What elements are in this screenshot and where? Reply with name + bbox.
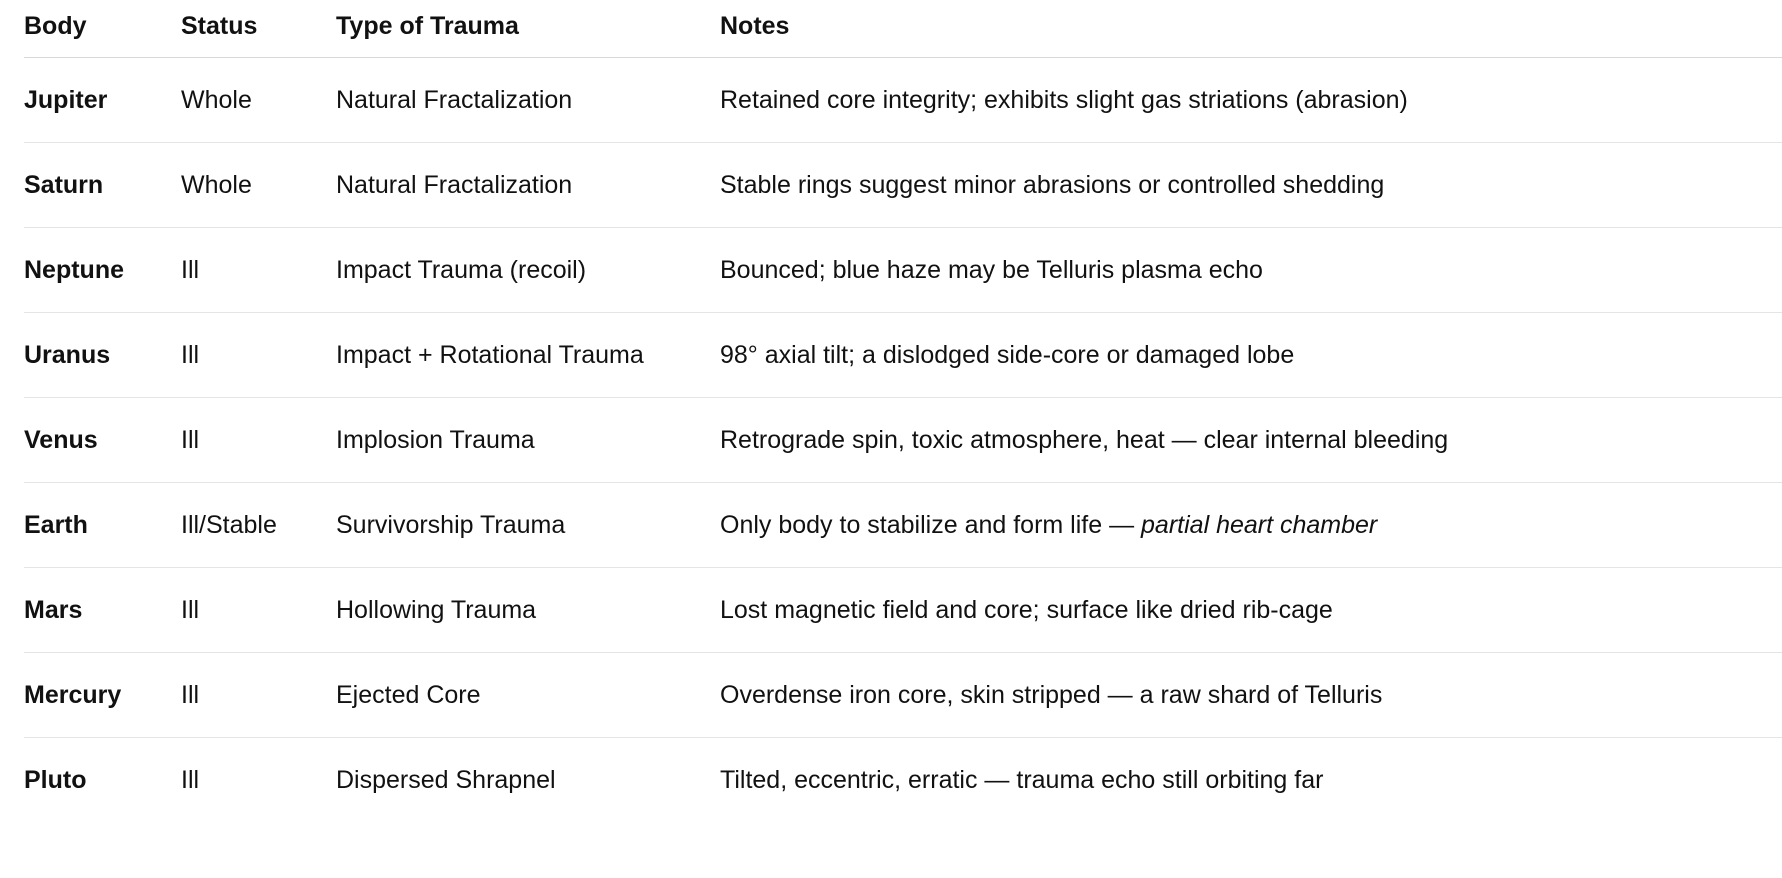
table-row (24, 737, 1782, 822)
body-cell: Pluto (24, 765, 87, 794)
body-cell: Jupiter (24, 57, 181, 142)
notes-text: Tilted, eccentric, erratic — trauma echo still orbiting far (720, 765, 1324, 794)
table-row (24, 142, 1782, 227)
body-cell: Neptune (24, 227, 181, 312)
body-cell: Mercury (24, 652, 181, 737)
body-cell: Saturn (24, 142, 181, 227)
notes-cell (720, 227, 1782, 312)
type-cell: Survivorship Trauma (336, 482, 720, 567)
notes-text: Lost magnetic field and core; surface like dried rib-cage (720, 595, 1333, 624)
type-cell: Impact + Rotational Trauma (336, 312, 720, 397)
notes-text: Retrograde spin, toxic atmosphere, heat — clear internal bleeding (720, 425, 1449, 454)
table-row (24, 652, 1782, 737)
table-body (24, 57, 1782, 822)
type-cell: Implosion Trauma (336, 397, 720, 482)
header-row (24, 0, 1782, 57)
status-cell: Ill (181, 765, 200, 794)
type-cell: Dispersed Shrapnel (336, 765, 556, 794)
header-type: Type of Trauma (336, 0, 720, 57)
notes-cell (720, 652, 1782, 737)
table-row (24, 567, 1782, 652)
status-cell: Whole (181, 142, 336, 227)
notes-text: Overdense iron core, skin stripped — a raw shard of Telluris (720, 680, 1383, 709)
notes-cell (720, 482, 1782, 567)
table-row (24, 57, 1782, 142)
notes-text: 98° axial tilt; a dislodged side-core or damaged lobe (720, 340, 1295, 369)
status-cell: Ill (181, 397, 336, 482)
header-body: Body (24, 0, 181, 57)
status-cell: Ill (181, 312, 336, 397)
table-row (24, 482, 1782, 567)
table-header (24, 0, 1782, 57)
body-cell: Earth (24, 482, 181, 567)
table-row (24, 227, 1782, 312)
status-cell: Ill (181, 227, 336, 312)
status-cell: Ill (181, 652, 336, 737)
notes-cell (720, 397, 1782, 482)
type-cell: Impact Trauma (recoil) (336, 227, 720, 312)
trauma-table (24, 0, 1782, 822)
notes-cell (720, 312, 1782, 397)
type-cell: Natural Fractalization (336, 57, 720, 142)
notes-cell (720, 57, 1782, 142)
header-notes: Notes (720, 0, 1782, 57)
status-cell: Whole (181, 57, 336, 142)
header-status: Status (181, 0, 336, 57)
table-container (24, 0, 1782, 822)
body-cell: Venus (24, 397, 181, 482)
type-cell: Ejected Core (336, 652, 720, 737)
body-cell: Mars (24, 567, 181, 652)
status-cell: Ill (181, 567, 336, 652)
table-row (24, 312, 1782, 397)
notes-text: Retained core integrity; exhibits slight gas striations (abrasion) (720, 85, 1408, 114)
notes-cell (720, 737, 1782, 822)
status-cell: Ill/Stable (181, 482, 336, 567)
notes-text: Stable rings suggest minor abrasions or controlled shedding (720, 170, 1385, 199)
notes-italic-text: partial heart chamber (1141, 510, 1378, 539)
table-row (24, 397, 1782, 482)
notes-text: Bounced; blue haze may be Telluris plasma echo (720, 255, 1263, 284)
type-cell: Hollowing Trauma (336, 567, 720, 652)
notes-cell (720, 142, 1782, 227)
type-cell: Natural Fractalization (336, 142, 720, 227)
notes-text: Only body to stabilize and form life — (720, 510, 1142, 539)
body-cell: Uranus (24, 312, 181, 397)
notes-cell (720, 567, 1782, 652)
